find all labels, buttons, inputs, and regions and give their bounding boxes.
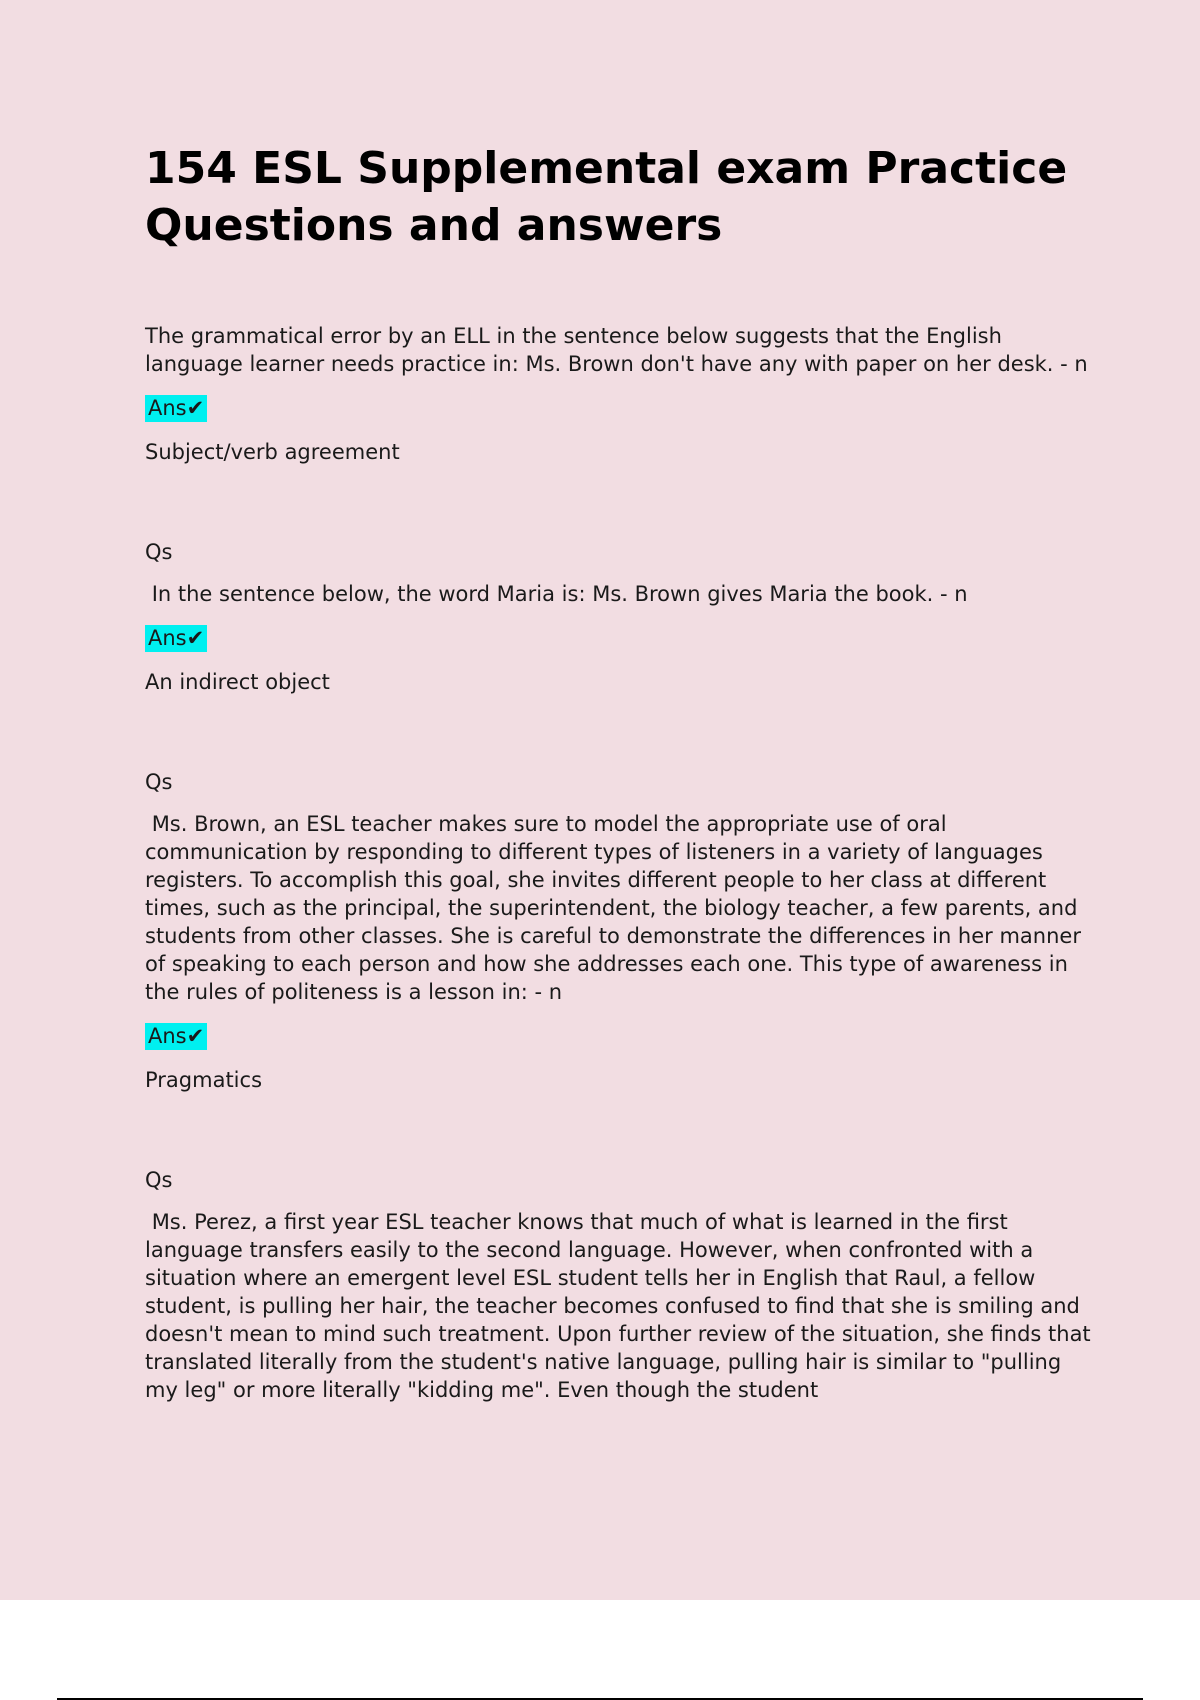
question-text: Ms. Brown, an ESL teacher makes sure to model the appropriate use of oral communication by responding to different types of listeners in a variety of languages registers. To accomplish this goal, she invites different people to her class at different times, such as the principal, the superintendent, the biology teacher, a few parents, and students from other classes. She is careful to demonstrate the differences in her manner of speaking to each person and how she addresses each one. This type of awareness in the rules of politeness is a lesson in: - n [145,812,1088,1004]
answer-badge: Ans✔ [145,395,207,422]
qa-item [145,538,1095,696]
question-text: In the sentence below, the word Maria is: Ms. Brown gives Maria the book. - n [145,582,968,606]
question-text: Ms. Perez, a first year ESL teacher knows that much of what is learned in the first language transfers easily to the second language. However, when confronted with a situation where an emergent level ESL student tells her in English that Raul, a fellow student, is pulling her hair, the teacher becomes confused to find that she is smiling and doesn't mean to mind such treatment. Upon further review of the situation, she finds that translated literally from the student's native language, pulling hair is similar to "pulling my leg" or more literally "kidding me". Even though the student [145,1210,1098,1402]
question-label: Qs [145,1168,173,1192]
question-label: Qs [145,770,173,794]
question-text: The grammatical error by an ELL in the sentence below suggests that the English language learner needs practice in: Ms. Brown don't have any with paper on her desk. - n [145,324,1088,376]
document-title: 154 ESL Supplemental exam Practice Questions and answers [145,143,1068,251]
qa-item [145,1166,1098,1404]
qa-item [145,322,1095,466]
answer-badge: Ans✔ [145,1023,207,1050]
qa-item [145,768,1095,1094]
answer-text: An indirect object [145,670,330,694]
answer-text: Pragmatics [145,1068,263,1092]
answer-badge: Ans✔ [145,625,207,652]
answer-text: Subject/verb agreement [145,440,400,464]
question-label: Qs [145,540,173,564]
document-content [145,140,1098,1476]
